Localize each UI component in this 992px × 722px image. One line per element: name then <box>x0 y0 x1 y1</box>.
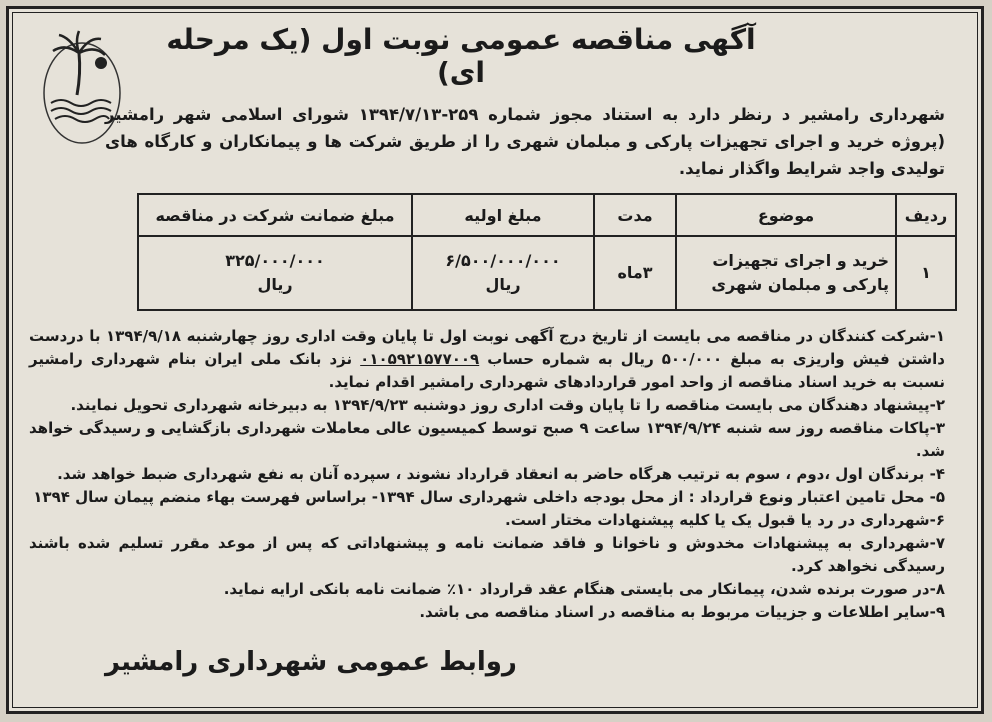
list-item: ۳-پاکات مناقصه روز سه شنبه ۱۳۹۴/۹/۲۴ ساعت ۹ صبح توسط کمیسیون عالی معاملات شهرداری بازگشایی و رسیدگی خواهد شد. <box>29 419 946 460</box>
list-item: ۲-پیشنهاد دهندگان می بایست مناقصه را تا پایان وقت اداری روز دوشنبه ۱۳۹۴/۹/۲۳ به دبیرخانه شهرداری تحویل نمایند. <box>70 396 945 414</box>
list-item: ۶-شهرداری در رد یا قبول یک یا کلیه پیشنهادات مختار است. <box>505 511 945 529</box>
guarantee-amount-value: ۳۲۵/۰۰۰/۰۰۰ <box>225 251 325 270</box>
tender-notice <box>6 6 984 714</box>
header-row-number: ردیف <box>896 194 956 236</box>
list-item <box>29 325 945 394</box>
intro-paragraph: شهرداری رامشیر د رنظر دارد به استناد مجوز شماره ۲۵۹-۱۳۹۴/۷/۱۳ شورای اسلامی شهر رامشیر (پروژه خرید و اجرای تجهیزات پارکی و مبلمان شهری را از طریق شرکت ها و پیمانکاران و کارگاه های تولیدی واجد شرایط واگذار نماید. <box>105 105 945 178</box>
notice-title: آگهی مناقصه عمومی نوبت اول (یک مرحله ای) <box>166 23 756 89</box>
header-duration: مدت <box>594 194 676 236</box>
list-item: ۴- برندگان اول ،دوم ، سوم به ترتیب هرگاه حاضر به انعقاد قرارداد نشوند ، سپرده آنان به نفع شهرداری ضبط خواهد شد. <box>57 465 945 483</box>
header-guarantee-amount: مبلغ ضمانت شرکت در مناقصه <box>138 194 412 236</box>
list-item: ۸-در صورت برنده شدن، پیمانکار می بایستی هنگام عقد قرارداد ۱۰٪ ضمانت نامه بانکی ارایه نماید. <box>223 580 945 598</box>
cell-duration: ۳ماه <box>594 236 676 310</box>
account-number: ۰۱۰۵۹۲۱۵۷۷۰۰۹ <box>360 350 480 368</box>
cell-initial-amount <box>412 236 594 310</box>
initial-amount-unit: ریال <box>485 275 521 294</box>
cell-row-number: ۱ <box>896 236 956 310</box>
list-item: ۹-سایر اطلاعات و جزییات مربوط به مناقصه در اسناد مناقصه می باشد. <box>419 603 945 621</box>
header-initial-amount: مبلغ اولیه <box>412 194 594 236</box>
list-item: ۷-شهرداری به پیشنهادات مخدوش و ناخوانا و فاقد ضمانت نامه و پیشنهاداتی که پس از موعد مقرر تسلیم شده باشند رسیدگی نخواهد کرد. <box>29 534 945 575</box>
list-item: ۵- محل تامین اعتبار ونوع قرارداد : از محل بودجه داخلی شهرداری سال ۱۳۹۴- براساس فهرست بهاء منضم پیمان سال ۱۳۹۴ <box>33 488 945 506</box>
cell-guarantee-amount <box>138 236 412 310</box>
header-subject: موضوع <box>676 194 896 236</box>
guarantee-amount-unit: ریال <box>257 275 293 294</box>
public-relations-signature: روابط عمومی شهرداری رامشیر <box>105 647 517 677</box>
item-1-text-a: ۱-شرکت کنندگان در مناقصه می بایست از تاریخ درج آگهی نوبت اول تا پایان وقت اداری روز چهارشنبه ۱۳۹۴/۹/۱۸ با دردست داشتن فیش واریزی به مبلغ ۵۰۰/۰۰۰ ریال به شماره حساب <box>29 327 945 368</box>
cell-subject: خرید و اجرای تجهیزات پارکی و مبلمان شهری <box>676 236 896 310</box>
table-row <box>138 236 956 310</box>
item-1-text-b: نزد بانک ملی ایران بنام شهرداری رامشیر نسبت به خرید اسناد مناقصه از واحد امور قراردادهای شهرداری رامشیر اقدام نماید. <box>29 350 945 391</box>
initial-amount-value: ۶/۵۰۰/۰۰۰/۰۰۰ <box>445 251 561 270</box>
tender-table <box>137 193 957 311</box>
conditions-list <box>29 325 945 624</box>
